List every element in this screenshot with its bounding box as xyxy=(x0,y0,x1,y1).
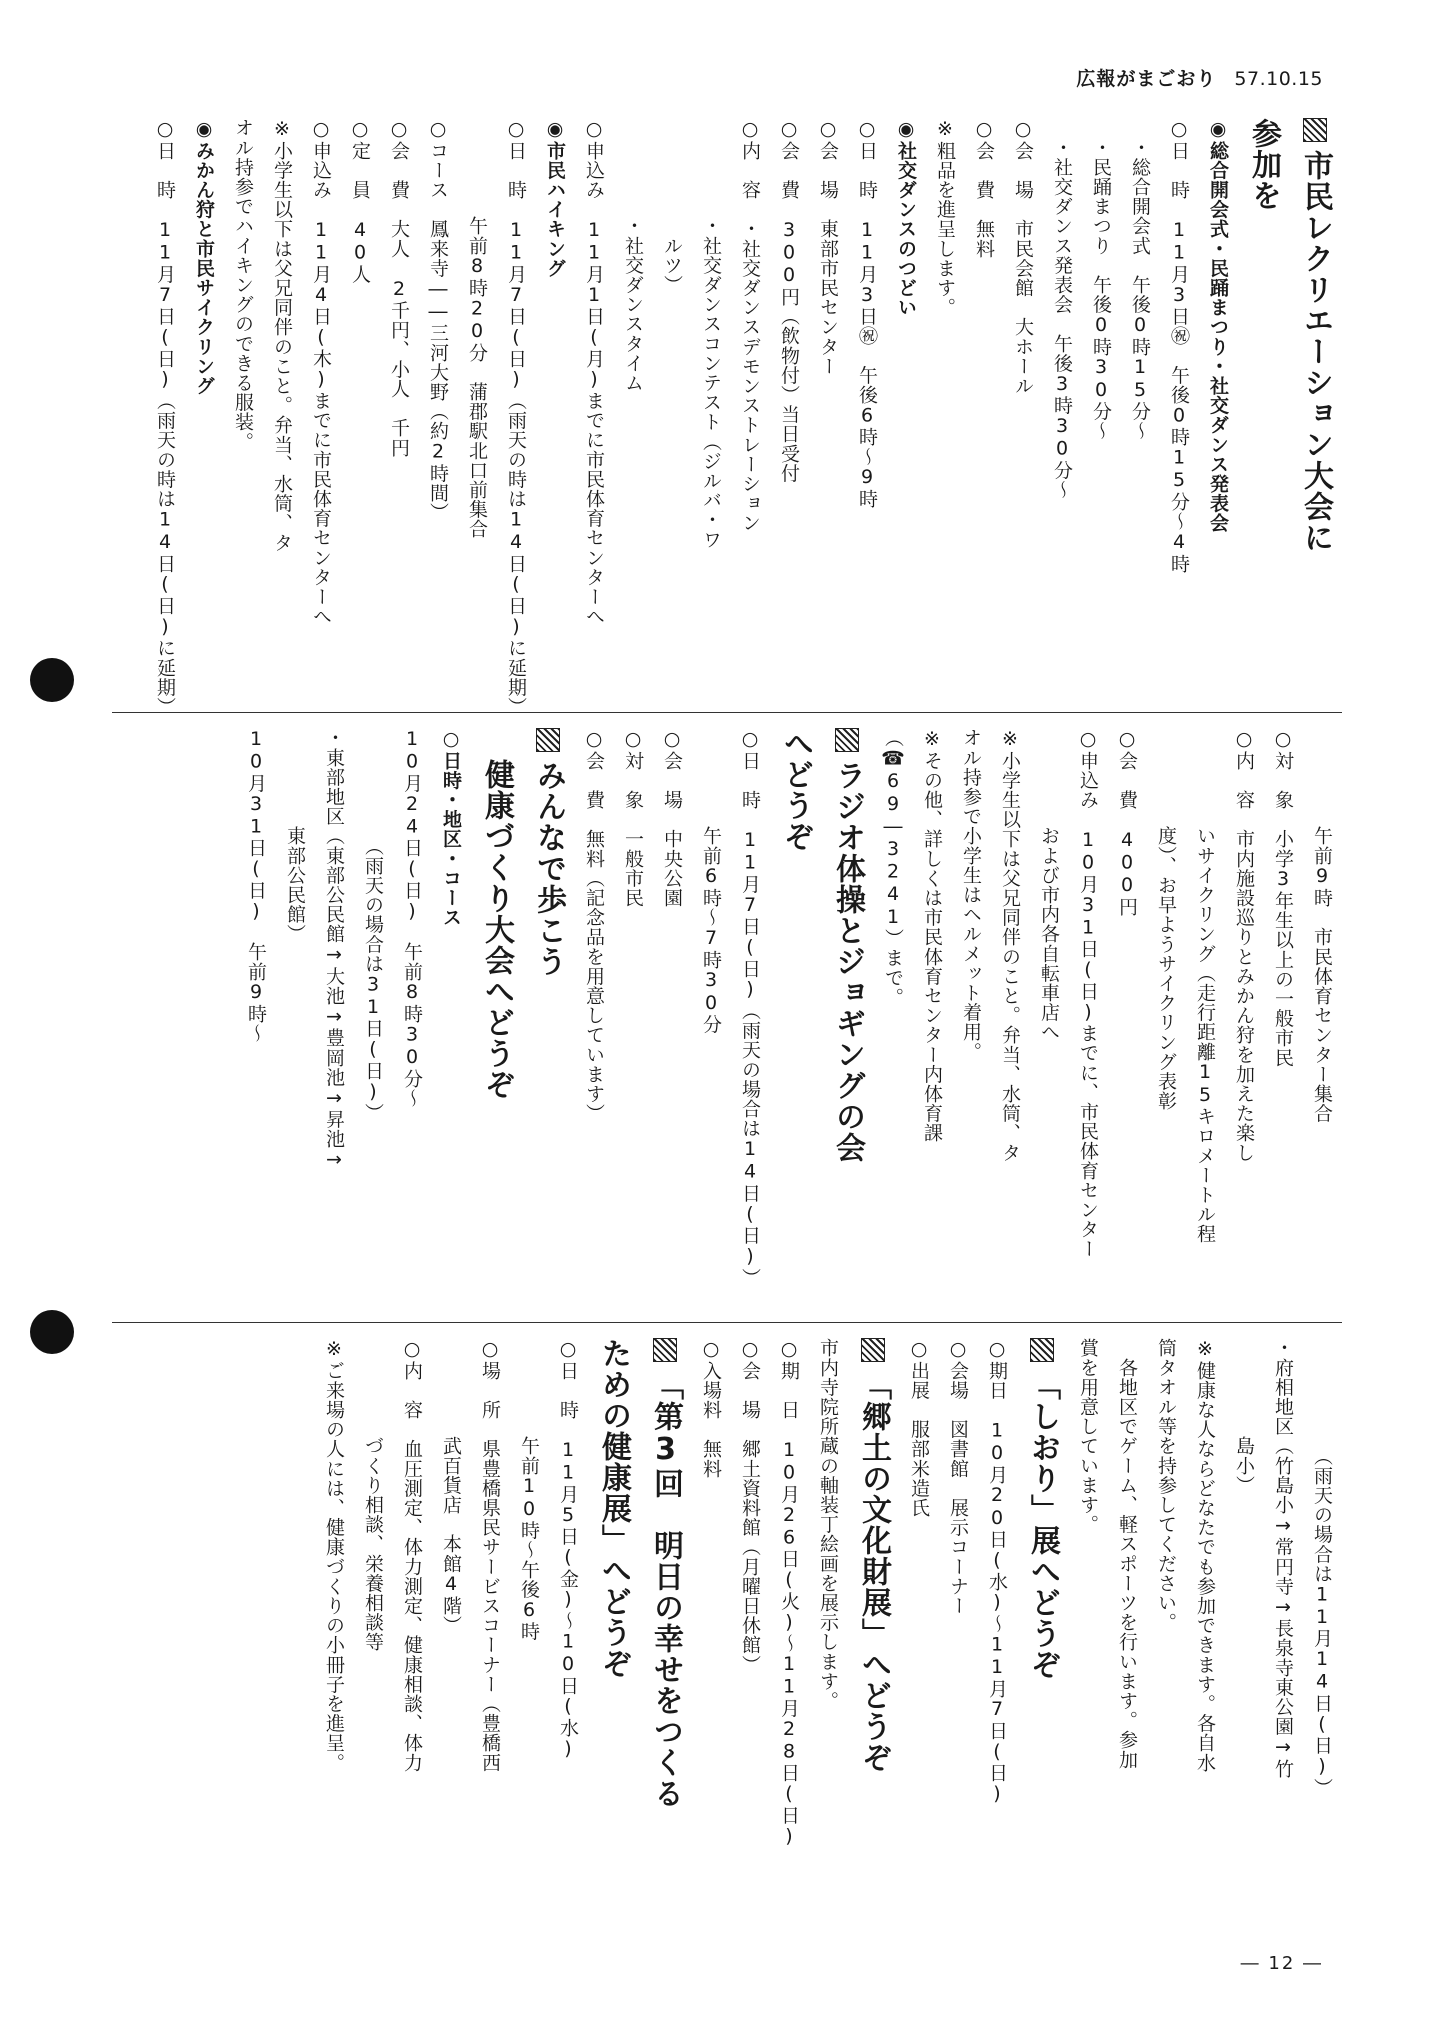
text-line: ※粗品を進呈します。 xyxy=(934,118,956,317)
text-line: ・民踊まつり 午後0時30分～ xyxy=(1090,118,1112,441)
text-line: ○内 容 市内施設巡りとみかん狩を加えた楽し xyxy=(1233,728,1255,1163)
page-number: ― 12 ― xyxy=(1240,1953,1323,1974)
text-line: （雨天の場合は31日(日)） xyxy=(362,728,384,1123)
text-line: ○会 費 400円 xyxy=(1116,728,1138,917)
text-line: ○対 象 一般市民 xyxy=(622,728,644,908)
text-line: ・府相地区（竹島小→常円寺→長泉寺東公園→竹 xyxy=(1272,1338,1294,1779)
text-line: 10月31日(日) 午前9時～ xyxy=(245,728,267,1043)
text-line: ○出展 服部米造氏 xyxy=(908,1338,930,1518)
text-line: ○入場料 無料 xyxy=(700,1338,722,1479)
text-line: ○会 場 東部市民センター xyxy=(817,118,839,376)
text-line: ○会 場 市民会館 大ホール xyxy=(1012,118,1034,396)
text-line: 各地区でゲーム、軽スポーツを行います。参加 xyxy=(1116,1338,1138,1770)
text-line: ○申込み 10月31日(日)までに、市民体育センター xyxy=(1077,728,1099,1259)
text-line: （☎69―3241）まで。 xyxy=(882,728,904,1007)
text-line: ○内 容 血圧測定、体力測定、健康相談、体力 xyxy=(401,1338,423,1773)
text-line: ○期 日 10月26日(火)～11月28日(日) xyxy=(778,1338,800,1848)
text-line: 度）、お早ようサイクリング表彰 xyxy=(1155,728,1177,1111)
text-line: ※その他、詳しくは市民体育センター内体育課 xyxy=(921,728,943,1143)
section-title: 「しおり」展へどうぞ xyxy=(1016,1338,1068,1928)
subsection-heading: ◉社交ダンスのつどい xyxy=(895,118,917,317)
text-line: ※健康な人ならどなたでも参加できます。各自水 xyxy=(1194,1338,1216,1773)
subsection-heading: ◉市民ハイキング xyxy=(544,118,566,278)
section-title: ラジオ体操とジョギングの会 xyxy=(821,728,873,1318)
binding-hole-upper xyxy=(30,658,74,702)
text-line: 午前10時～午後6時 xyxy=(518,1338,540,1641)
text-line: ○申込み 11月4日(木)までに市民体育センターへ xyxy=(310,118,332,626)
text-line: ・社交ダンス発表会 午後3時30分～ xyxy=(1051,118,1073,500)
text-line: ○日 時 11月7日(日)（雨天の場合は14日(日)） xyxy=(739,728,761,1288)
text-line: ○定 員 40人 xyxy=(349,118,371,284)
text-line: ※ご来場の人には、健康づくりの小冊子を進呈。 xyxy=(323,1338,345,1773)
section-divider-1 xyxy=(112,712,1342,713)
text-line: 午前9時 市民体育センター集合 xyxy=(1311,728,1333,1123)
text-line: ○日 時 11月7日(日)（雨天の時は14日(日)に延期） xyxy=(154,118,176,717)
text-line: ○会 費 無料 xyxy=(973,118,995,259)
text-line: 東部公民館） xyxy=(284,728,306,944)
text-line: ※小学生以下は父兄同伴のこと。弁当、水筒、タ xyxy=(271,118,293,553)
text-line: いサイクリング（走行距離15キロメートル程 xyxy=(1194,728,1216,1244)
subsection-heading: ◉みかん狩と市民サイクリング xyxy=(193,118,215,396)
section-title: 「第3回 明日の幸せをつくる xyxy=(639,1338,691,1928)
text-line: ※小学生以下は父兄同伴のこと。弁当、水筒、タ xyxy=(999,728,1021,1163)
subsection-heading: ◉総合開会式・民踊まつり・社交ダンス発表会 xyxy=(1207,118,1229,533)
text-line: ○対 象 小学3年生以上の一般市民 xyxy=(1272,728,1294,1068)
subsection-heading: ○日時・地区・コース xyxy=(440,728,462,927)
text-line: ○期日 10月20日(水)～11月7日(日) xyxy=(986,1338,1008,1806)
text-line: 午前6時～7時30分 xyxy=(700,728,722,1034)
text-line: 賞を用意しています。 xyxy=(1077,1338,1099,1534)
text-line: ○会 費 300円（飲物付）当日受付 xyxy=(778,118,800,483)
band-top xyxy=(111,118,1341,717)
text-line: ○会場 図書館 展示コーナー xyxy=(947,1338,969,1616)
text-line: ・社交ダンスコンテスト（ジルバ・ワ xyxy=(700,118,722,550)
text-line: ○申込み 11月1日(月)までに市民体育センターへ xyxy=(583,118,605,626)
section-title: みんなで歩こう xyxy=(522,728,574,1318)
binding-hole-lower xyxy=(30,1310,74,1354)
text-line: ○会 費 無料（記念品を用意しています） xyxy=(583,728,605,1123)
text-line: ・総合開会式 午後0時15分～ xyxy=(1129,118,1151,441)
section-divider-2 xyxy=(112,1322,1342,1323)
text-line: ○内 容 ・社交ダンスデモンストレーション xyxy=(739,118,761,533)
text-line: ・社交ダンスタイム xyxy=(622,118,644,393)
text-line: ○会 場 郷土資料館（月曜日休館） xyxy=(739,1338,761,1675)
section-title: 市民レクリエーション大会に xyxy=(1289,118,1341,678)
section-title: へどうぞ xyxy=(778,728,813,852)
text-line: 午前8時20分 蒲郡駅北口前集合 xyxy=(466,118,488,539)
text-line: ・東部地区（東部公民館→大池→豊岡池→昇池→ xyxy=(323,728,345,1172)
band-middle xyxy=(111,728,1341,1318)
text-line: ○会 場 中央公園 xyxy=(661,728,683,908)
text-line: オル持参で小学生はヘルメット着用。 xyxy=(960,728,982,1062)
text-line: ○会 費 大人 2千円、小人 千円 xyxy=(388,118,410,458)
text-line: ○日 時 11月3日㊗ 午後0時15分～4時 xyxy=(1168,118,1190,574)
page-header xyxy=(1076,64,1323,91)
text-line: 島小） xyxy=(1233,1338,1255,1495)
section-title: 参加を xyxy=(1246,118,1281,211)
text-line: 市内寺院所蔵の軸装丁絵画を展示します。 xyxy=(817,1338,839,1711)
publication-name: 広報がまごおり xyxy=(1076,68,1217,90)
text-line: ○コース 鳳来寺――三河大野（約2時間） xyxy=(427,118,449,522)
text-line: ○日 時 11月7日(日)（雨天の時は14日(日)に延期） xyxy=(505,118,527,717)
text-line: および市内各自転車店へ xyxy=(1038,728,1060,1042)
section-title: 「郷土の文化財展」へどうぞ xyxy=(847,1338,899,1928)
text-line: ○場 所 県豊橋県民サービスコーナー（豊橋西 xyxy=(479,1338,501,1773)
text-line: 筒タオル等を持参してください。 xyxy=(1155,1338,1177,1632)
text-line: ルツ） xyxy=(661,118,683,295)
issue-date: 57.10.15 xyxy=(1234,68,1323,90)
text-line: （雨天の場合は11月14日(日)） xyxy=(1311,1338,1333,1798)
text-line: オル持参でハイキングのできる服装。 xyxy=(232,118,254,452)
band-bottom xyxy=(111,1338,1341,1928)
text-line: づくり相談、栄養相談等 xyxy=(362,1338,384,1652)
text-line: 10月24日(日) 午前8時30分～ xyxy=(401,728,423,1108)
text-line: ○日 時 11月3日㊗ 午後6時～9時 xyxy=(856,118,878,509)
section-title: 健康づくり大会へどうぞ xyxy=(479,728,514,1100)
text-line: 武百貨店 本館4階） xyxy=(440,1338,462,1635)
text-line: ○日 時 11月5日(金)～10日(水) xyxy=(557,1338,579,1760)
section-title: ための健康展」へどうぞ xyxy=(596,1338,631,1679)
